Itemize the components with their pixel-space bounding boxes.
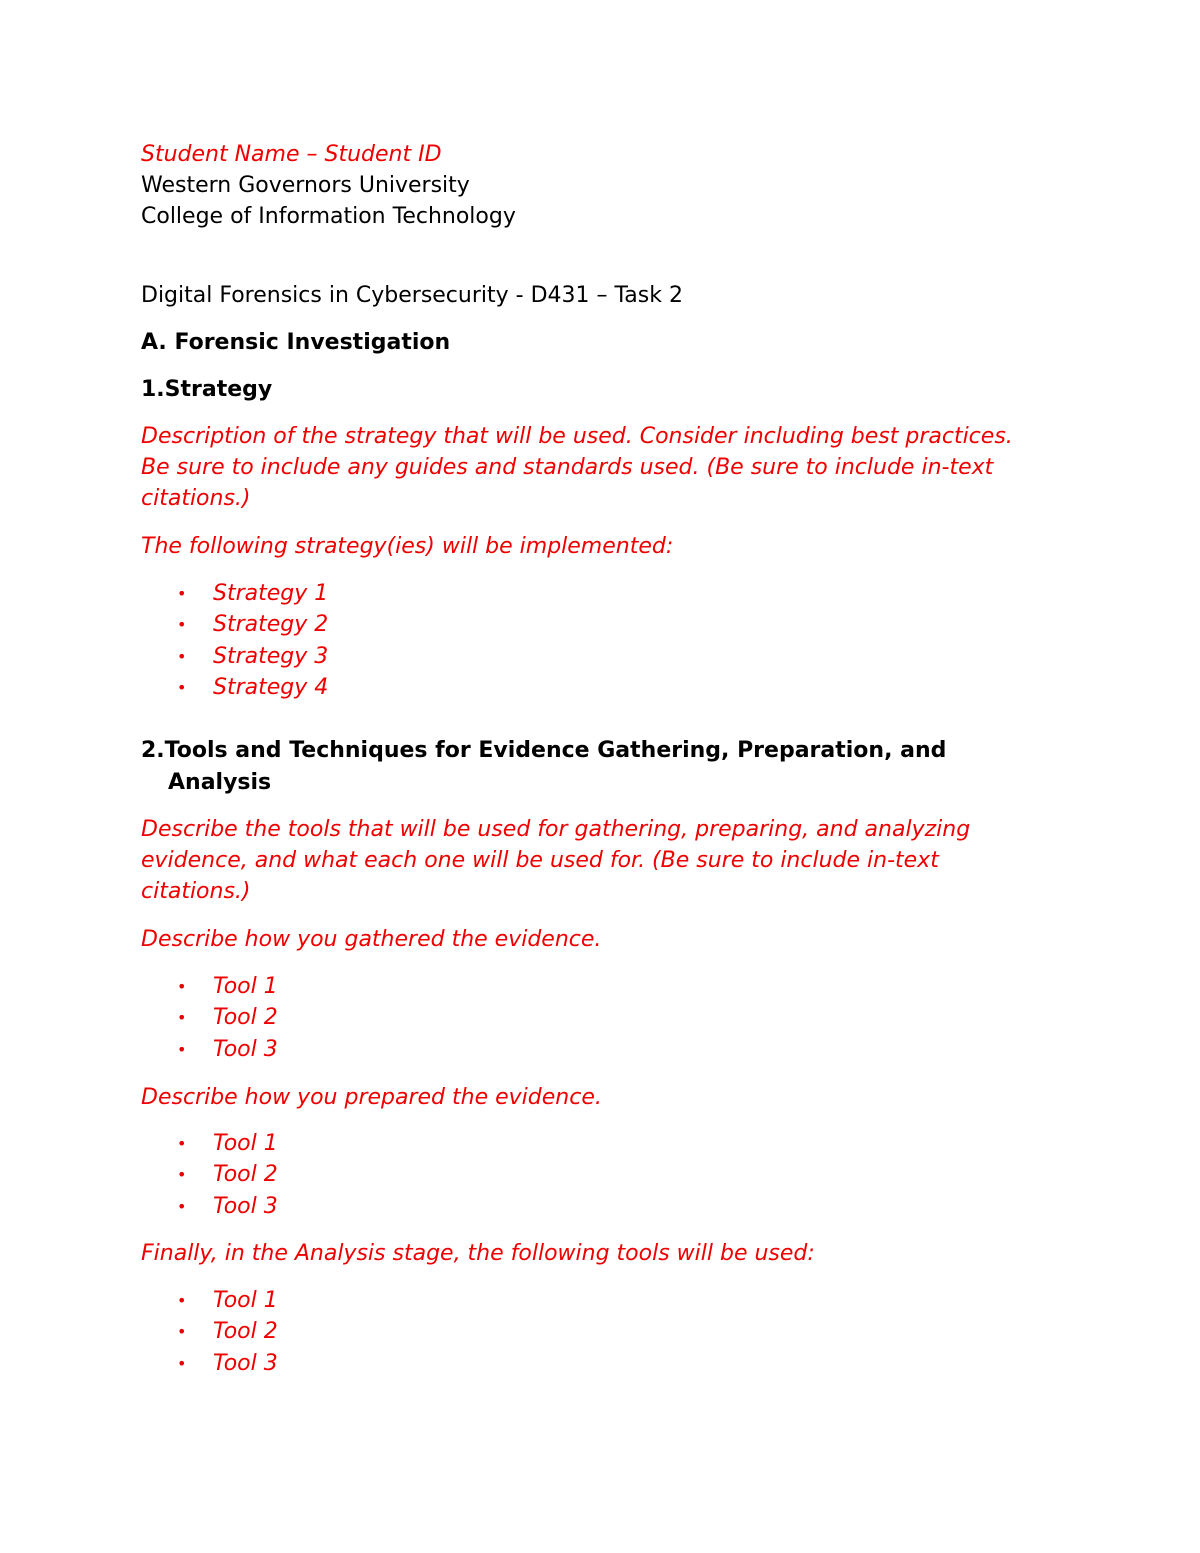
bullet-icon: • xyxy=(177,677,187,697)
bullet-icon: • xyxy=(177,1134,187,1154)
list-item: • Tool 2 xyxy=(141,1159,1041,1190)
analysis-tools-list xyxy=(141,1285,1041,1379)
bullet-icon: • xyxy=(177,646,187,666)
strategy-list xyxy=(141,578,1041,703)
bullet-icon: • xyxy=(177,1165,187,1185)
bullet-icon: • xyxy=(177,1196,187,1216)
course-title: Digital Forensics in Cybersecurity - D431 – Task 2 xyxy=(141,283,683,308)
university-name: Western Governors University xyxy=(141,173,470,198)
list-item: • Tool 1 xyxy=(141,971,1041,1002)
bullet-icon: • xyxy=(177,1353,187,1373)
prepared-intro: Describe how you prepared the evidence. xyxy=(141,1085,602,1111)
bullet-icon: • xyxy=(177,977,187,997)
list-item: • Tool 3 xyxy=(141,1191,1041,1222)
list-item: • Tool 1 xyxy=(141,1285,1041,1316)
student-name-id: Student Name – Student ID xyxy=(141,142,442,167)
list-item: • Tool 2 xyxy=(141,1002,1041,1033)
list-item: • Tool 1 xyxy=(141,1128,1041,1159)
bullet-icon: • xyxy=(177,1290,187,1310)
bullet-icon: • xyxy=(177,1322,187,1342)
tools-heading: 2.Tools and Techniques for Evidence Gathering, Preparation, and Analysis xyxy=(141,738,947,796)
list-item: • Tool 3 xyxy=(141,1348,1041,1379)
bullet-icon: • xyxy=(177,584,187,603)
gathered-tools-list xyxy=(141,971,1041,1065)
bullet-icon: • xyxy=(177,1039,187,1059)
bullet-icon: • xyxy=(177,1008,187,1028)
strategy-heading: 1.Strategy xyxy=(141,377,273,402)
list-item: • Strategy 4 xyxy=(141,672,1041,703)
tools-description: Describe the tools that will be used for gathering, preparing, and analyzing evidence, and what each one will be used for. (Be sure to include in-text citations.) xyxy=(141,817,971,905)
strategy-description: Description of the strategy that will be used. Consider including best practices. Be sure to include any guides and standards used. (Be sure to include in-text citations.) xyxy=(141,424,1013,511)
prepared-tools-list xyxy=(141,1128,1041,1222)
gathered-intro: Describe how you gathered the evidence. xyxy=(141,927,602,953)
list-item: • Strategy 3 xyxy=(141,641,1041,672)
document-page xyxy=(141,139,1041,1379)
analysis-intro: Finally, in the Analysis stage, the following tools will be used: xyxy=(141,1240,815,1266)
section-a-heading: A. Forensic Investigation xyxy=(141,330,451,355)
list-item: • Strategy 1 xyxy=(141,578,1041,609)
list-item: • Strategy 2 xyxy=(141,609,1041,640)
bullet-icon: • xyxy=(177,615,187,635)
list-item: • Tool 2 xyxy=(141,1316,1041,1347)
strategy-intro: The following strategy(ies) will be implemented: xyxy=(141,534,674,559)
college-name: College of Information Technology xyxy=(141,204,516,229)
list-item: • Tool 3 xyxy=(141,1034,1041,1065)
